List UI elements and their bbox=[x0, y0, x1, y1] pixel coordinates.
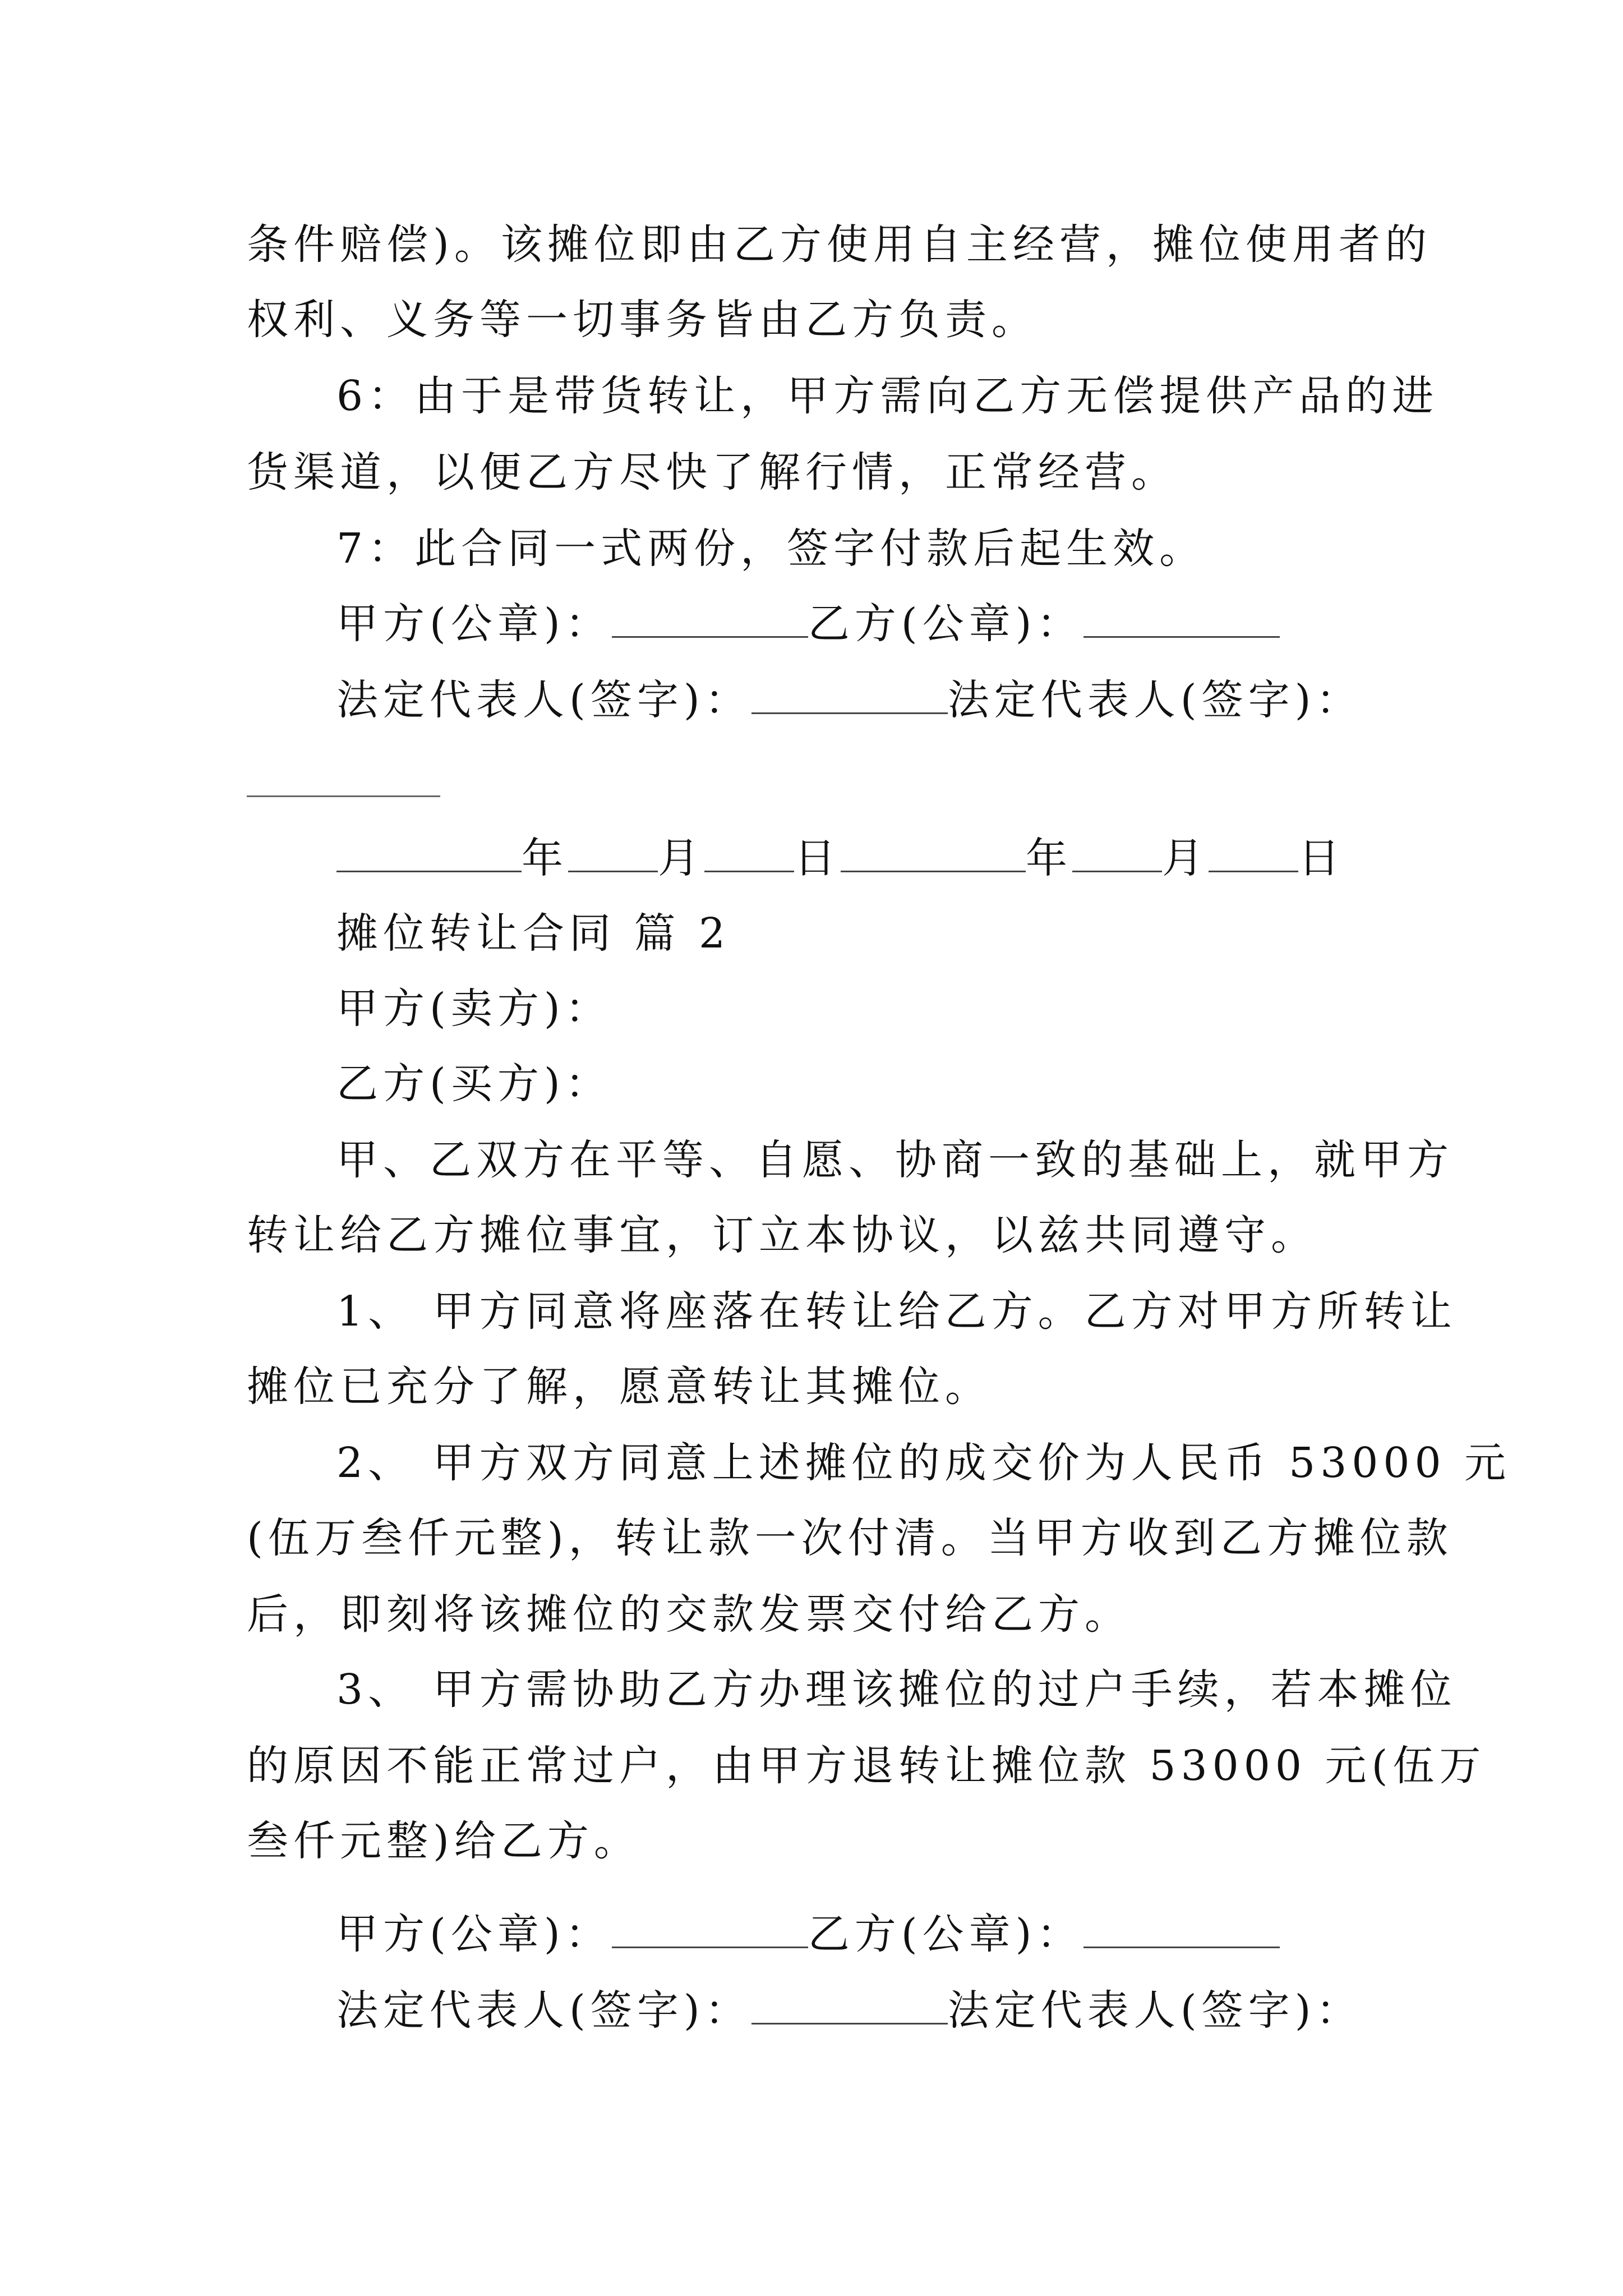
party-b-seal-blank bbox=[1083, 599, 1280, 638]
preamble-line-1: 甲、乙双方在平等、自愿、协商一致的基础上，就甲方 bbox=[336, 1136, 1454, 1184]
party-b-rep-label: 法定代表人(签字)： bbox=[947, 676, 1363, 724]
party-b-seal-label: 乙方(公章)： bbox=[808, 600, 1083, 648]
article-2-line-2: (伍万叁仟元整)，转让款一次付清。当甲方收到乙方摊位款 bbox=[247, 1514, 1453, 1562]
month-label-b: 月 bbox=[1162, 834, 1209, 882]
rep-sign-line-1 bbox=[336, 666, 1363, 734]
clause-6: 6：由于是带货转让，甲方需向乙方无偿提供产品的进 bbox=[336, 372, 1439, 420]
year-blank-b bbox=[841, 834, 1026, 872]
party-b-rep-blank bbox=[247, 795, 440, 797]
party-a-rep-label-2: 法定代表人(签字)： bbox=[336, 1986, 751, 2035]
year-label-a: 年 bbox=[522, 834, 568, 882]
day-blank-a bbox=[704, 834, 794, 872]
clause-5-continuation: 条件赔偿)。该摊位即由乙方使用自主经营，摊位使用者的 bbox=[247, 220, 1432, 269]
year-label-b: 年 bbox=[1026, 834, 1072, 882]
party-b-seal-label-2: 乙方(公章)： bbox=[808, 1910, 1083, 1958]
clause-6-end: 货渠道，以便乙方尽快了解行情，正常经营。 bbox=[247, 448, 1178, 496]
article-3-line-1: 3、 甲方需协助乙方办理该摊位的过户手续，若本摊位 bbox=[336, 1665, 1457, 1714]
article-1-line-1: 1、 甲方同意将座落在转让给乙方。乙方对甲方所转让 bbox=[336, 1287, 1457, 1336]
party-a-seal-label: 甲方(公章)： bbox=[336, 600, 612, 648]
preamble-line-2: 转让给乙方摊位事宜，订立本协议，以兹共同遵守。 bbox=[247, 1211, 1317, 1259]
rep-sign-line-2 bbox=[336, 1977, 1363, 2044]
month-label-a: 月 bbox=[658, 834, 704, 882]
clause-5-end: 权利、义务等一切事务皆由乙方负责。 bbox=[247, 296, 1038, 344]
party-b-seal-blank-2 bbox=[1083, 1910, 1280, 1948]
party-a-seal-blank bbox=[612, 599, 808, 638]
year-blank-a bbox=[336, 834, 522, 872]
clause-7: 7：此合同一式两份，签字付款后起生效。 bbox=[336, 524, 1206, 573]
article-3-line-2: 的原因不能正常过户，由甲方退转让摊位款 53000 元(伍万 bbox=[247, 1742, 1486, 1790]
party-a-rep-blank bbox=[751, 675, 948, 714]
party-a-rep-blank-2 bbox=[751, 1986, 948, 2024]
party-a-rep-label: 法定代表人(签字)： bbox=[336, 676, 751, 724]
seal-line-1 bbox=[336, 590, 1280, 657]
article-2-line-1: 2、 甲方双方同意上述摊位的成交价为人民币 53000 元 bbox=[336, 1439, 1511, 1487]
article-2-line-3: 后，即刻将该摊位的交款发票交付给乙方。 bbox=[247, 1590, 1131, 1639]
article-1-line-2: 摊位已充分了解，愿意转让其摊位。 bbox=[247, 1363, 992, 1411]
date-line bbox=[336, 825, 1345, 892]
day-label-a: 日 bbox=[794, 834, 841, 882]
day-label-b: 日 bbox=[1298, 834, 1345, 882]
seal-line-2 bbox=[336, 1901, 1280, 1968]
contract-2-title: 摊位转让合同 篇 2 bbox=[336, 909, 731, 958]
day-blank-b bbox=[1209, 834, 1298, 872]
month-blank-b bbox=[1072, 834, 1162, 872]
article-3-line-3: 叁仟元整)给乙方。 bbox=[247, 1817, 640, 1865]
buyer-line: 乙方(买方)： bbox=[336, 1060, 612, 1108]
month-blank-a bbox=[568, 834, 658, 872]
party-b-rep-label-2: 法定代表人(签字)： bbox=[947, 1986, 1363, 2035]
seller-line: 甲方(卖方)： bbox=[336, 984, 612, 1033]
party-a-seal-blank-2 bbox=[612, 1910, 808, 1948]
party-a-seal-label-2: 甲方(公章)： bbox=[336, 1910, 612, 1958]
